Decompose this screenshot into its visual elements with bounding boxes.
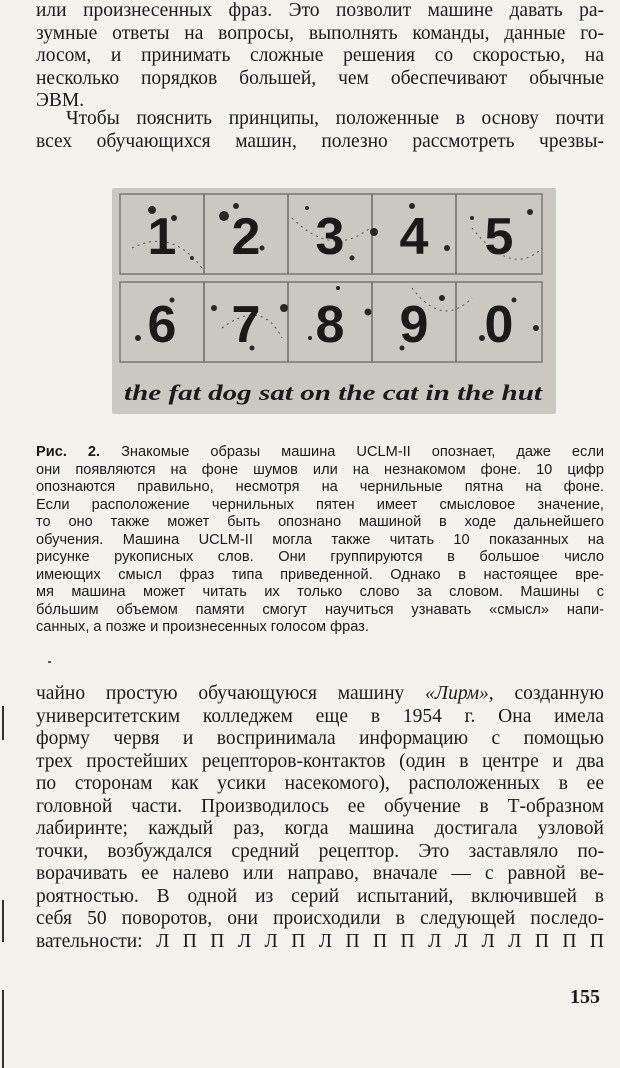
figure-digits-photo bbox=[112, 188, 556, 414]
text-line: Чтобы пояснить принципы, положенные в основу почти bbox=[66, 108, 604, 129]
text-line: лосом, и принимать сложные решения со скоростью, на bbox=[36, 45, 604, 66]
caption-line bbox=[36, 444, 604, 462]
digit-label: 5 bbox=[484, 208, 514, 266]
handwritten-phrase: the fat dog sat on the cat in the hut bbox=[124, 380, 544, 405]
text-line: или произнесенных фраз. Это позволит машине давать ра- bbox=[36, 0, 604, 21]
text-line: всех обучающихся машин, полезно рассмотреть чрезвы- bbox=[36, 130, 604, 152]
figure-graphic bbox=[112, 188, 556, 414]
text-line: несколько порядков большей, чем обеспечивают обычные bbox=[36, 67, 604, 89]
text-line: университетским колледжем еще в 1954 г. Она имела bbox=[36, 705, 604, 727]
print-speck bbox=[48, 661, 51, 663]
digit-label: 9 bbox=[399, 296, 429, 354]
caption-text: Знакомые образы машина UCLM-II опознает, даже если bbox=[100, 444, 604, 460]
text-line bbox=[36, 683, 604, 706]
text-line: себя 50 поворотов, они происходили в следующей последо- bbox=[36, 908, 604, 929]
margin-bar bbox=[2, 990, 4, 1068]
figure-caption bbox=[36, 444, 604, 637]
text-line: по сторонам как усики насекомого), расположенных в ее bbox=[36, 773, 604, 794]
caption-line: Если расположение чернильных пятен имеет смысловое значение, bbox=[36, 496, 604, 513]
caption-line: имеющих смысл фраз типа приведенной. Однако в настоящее вре- bbox=[36, 566, 604, 583]
text-line: головной части. Производилось ее обучение в Т-образном bbox=[36, 795, 604, 817]
machine-name: «Лирм» bbox=[425, 683, 489, 704]
margin-bar bbox=[2, 706, 4, 740]
digit-label: 7 bbox=[231, 296, 261, 354]
caption-line: то оно также может быть опознано машиной в ходе дальнейшего bbox=[36, 514, 604, 530]
digit-label: 6 bbox=[147, 296, 177, 354]
digit-label: 2 bbox=[231, 208, 261, 266]
figure-label: Рис. 2. bbox=[36, 444, 101, 460]
caption-line: санных, а позже и произнесенных голосом фраз. bbox=[36, 619, 369, 635]
main-paragraph bbox=[36, 683, 604, 953]
text-line: зумные ответы на вопросы, выполнять команды, данные го- bbox=[36, 22, 604, 44]
caption-line: бо́льшим объемом памяти смогут научиться узнавать «смысл» напи- bbox=[36, 601, 604, 618]
text-line: вательности: Л П П Л Л П Л П П П Л Л Л Л П П П bbox=[36, 930, 604, 952]
caption-line: обучения. Машина UCLM-II могла также читать 10 показанных на bbox=[36, 531, 604, 548]
text-line: форму червя и воспринимала информацию с помощью bbox=[36, 728, 604, 749]
page-number: 155 bbox=[570, 986, 600, 1008]
intro-paragraph bbox=[36, 108, 604, 153]
text-line: ворачивать ее налево или направо, вначале — с равной ве- bbox=[36, 863, 604, 884]
text-line: точки, возбуждался средний рецептор. Это заставляло по- bbox=[36, 840, 604, 862]
digit-label: 8 bbox=[315, 296, 345, 354]
digit-label: 3 bbox=[315, 208, 345, 266]
margin-bar bbox=[2, 900, 4, 942]
text-segment: , созданную bbox=[488, 683, 604, 704]
digit-label: 0 bbox=[484, 296, 514, 354]
caption-line: опознаются правильно, несмотря на чернильные пятна на фоне. bbox=[36, 479, 604, 495]
caption-line: они появляются на фоне шумов или на незнакомом фоне. 10 цифр bbox=[36, 461, 604, 478]
digit-label: 4 bbox=[399, 208, 429, 266]
caption-line: рисунке рукописных слов. Они группируются в большое число bbox=[36, 549, 604, 565]
text-line: роятностью. В одной из серий испытаний, включившей в bbox=[36, 885, 604, 907]
caption-line: мя машина может читать их только слово за словом. Машины с bbox=[36, 584, 604, 600]
top-paragraph bbox=[36, 0, 604, 113]
digit-label: 1 bbox=[147, 208, 177, 266]
text-segment: чайно простую обучающуюся машину bbox=[36, 683, 426, 704]
text-line: лабиринте; каждый раз, когда машина достигала узловой bbox=[36, 818, 604, 839]
text-line: трех простейших рецепторов-контактов (один в центре и два bbox=[36, 750, 604, 772]
text-line: ЭВМ. bbox=[36, 90, 85, 111]
